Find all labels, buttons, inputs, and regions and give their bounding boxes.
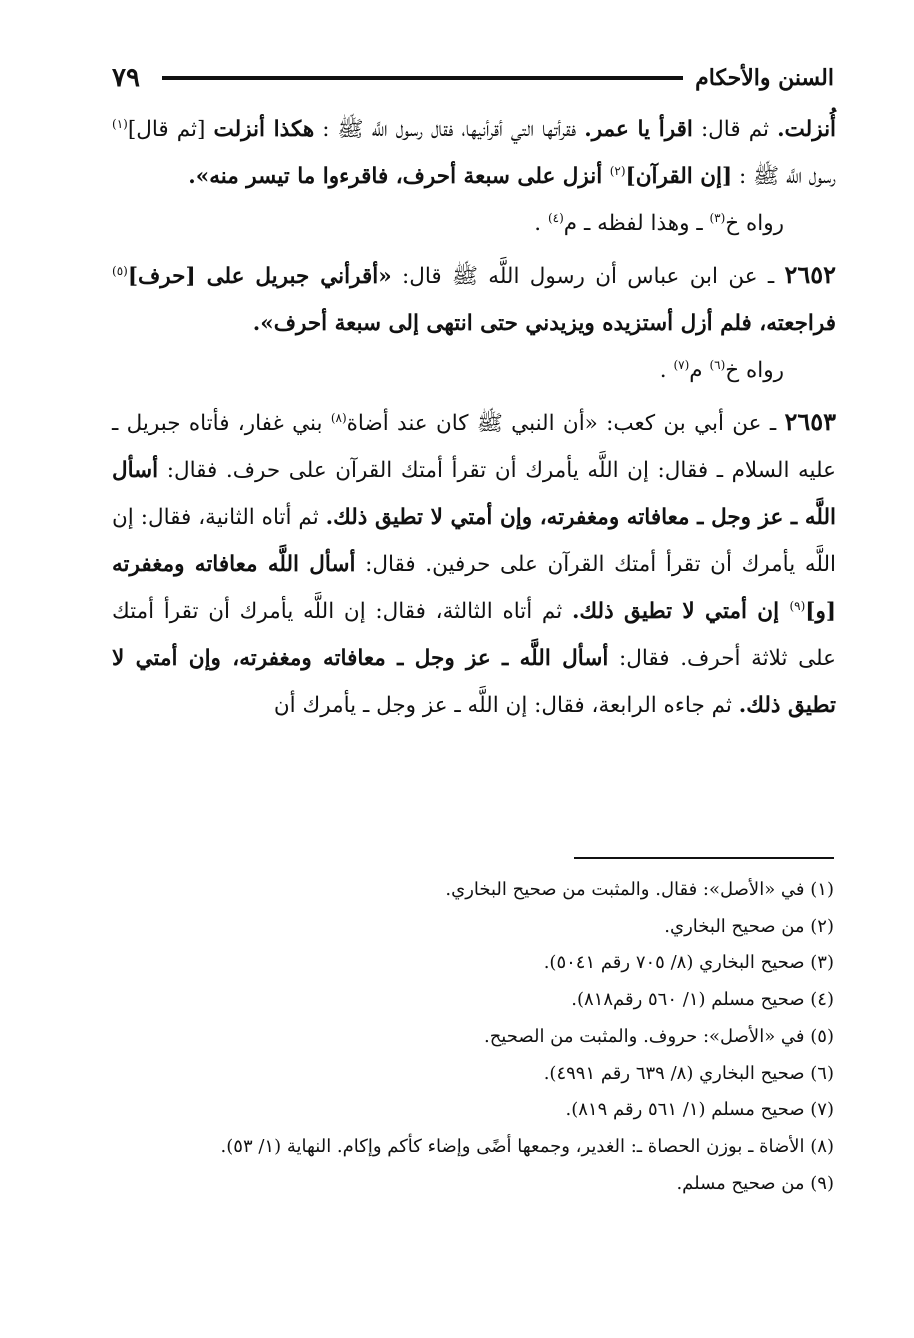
footnote: (٣) صحيح البخاري (٨/ ٧٠٥ رقم ٥٠٤١).: [543, 952, 834, 974]
text-span: أسأل اللَّه معافاته ومغفرته [و]: [112, 552, 836, 624]
text-span: أُنزلت.: [777, 117, 837, 142]
text-span: ثم أتاه الثانية، فقال: إن اللَّه يأمرك أن تقرأ أمتك القرآن على حرفين. فقال:: [112, 505, 836, 577]
footnote: (٩) من صحيح مسلم.: [676, 1172, 834, 1194]
text-span: أسأل اللَّه ـ عز وجل ـ معافاته ومغفرته، وإن أمتي لا تطيق ذلك.: [112, 458, 836, 530]
page-number: ٧٩: [112, 63, 140, 93]
footnote: (٢) من صحيح البخاري.: [664, 915, 834, 937]
footnote-ref: (٧): [673, 357, 690, 372]
text-span: .: [534, 211, 548, 236]
hadith-continuation: [112, 106, 836, 200]
text-span: ـ وهذا لفظه ـ م: [563, 211, 710, 236]
footnote-ref: (٤): [547, 210, 564, 225]
footnote: (٦) صحيح البخاري (٨/ ٦٣٩ رقم ٤٩٩١).: [543, 1062, 834, 1084]
text-span: رواه خ: [725, 358, 784, 383]
footnote-ref: (٢): [609, 163, 626, 178]
header-rule: [162, 76, 683, 80]
text-span: .: [659, 358, 674, 383]
text-span: رواه خ: [725, 211, 784, 236]
text-span: اقرأ يا عمر.: [584, 117, 693, 142]
footnote-ref: (٣): [709, 210, 726, 225]
footnote: (٤) صحيح مسلم (١/ ٥٦٠ رقم٨١٨).: [571, 989, 834, 1011]
text-span: إن أمتي لا تطيق ذلك.: [571, 599, 790, 624]
text-span: أسأل اللَّه ـ عز وجل ـ معافاته ومغفرته، وإن أمتي لا تطيق ذلك.: [112, 646, 836, 718]
footnote-ref: (٥): [112, 263, 128, 278]
text-span: ـ عن أبي بن كعب: «أن النبي ﷺ كان عند أضاة: [346, 411, 785, 436]
text-span: [إن القرآن]: [625, 164, 733, 189]
hadith-2653: [112, 398, 836, 729]
main-text: [112, 106, 836, 729]
narration-source: [112, 347, 836, 394]
narration-source: [112, 200, 836, 247]
hadith-number: ٢٦٥٢: [784, 260, 836, 289]
text-span: رسول اللَّه ﷺ :: [732, 164, 836, 189]
footnote-ref: (٦): [709, 357, 726, 372]
text-span: فقرأتها التي أقرأنيها، فقال رسول اللَّه ﷺ :: [314, 117, 585, 142]
text-span: [ثم قال]: [127, 117, 214, 142]
footnote: (٧) صحيح مسلم (١/ ٥٦١ رقم ٨١٩).: [565, 1099, 834, 1121]
footnote-ref: (١): [112, 116, 128, 131]
footnote: (٥) في «الأصل»: حروف. والمثبت من الصحيح.: [483, 1025, 834, 1047]
footnote-ref: (٨): [330, 410, 347, 425]
text-span: ـ عن ابن عباس أن رسول اللَّه ﷺ قال:: [391, 264, 785, 289]
text-span: هكذا أنزلت: [213, 117, 315, 142]
text-span: ثم أتاه الثالثة، فقال: إن اللَّه يأمرك أن تقرأ أمتك على ثلاثة أحرف. فقال:: [112, 599, 836, 671]
footnote: (٨) الأضاة ـ بوزن الحصاة ـ: الغدير، وجمعها أضًى وإضاء كأكم وإكام. النهاية (١/ ٥٣).: [220, 1135, 834, 1157]
text-span: ثم جاءه الرابعة، فقال: إن اللَّه ـ عز وجل ـ يأمرك أن: [273, 693, 739, 718]
footnotes: [112, 872, 834, 1202]
text-span: فراجعته، فلم أزل أستزيده ويزيدني حتى انتهى إلى سبعة أحرف».: [252, 311, 836, 336]
footnote-separator: [574, 857, 834, 859]
text-span: ثم قال:: [692, 117, 778, 142]
hadith-2652: [112, 251, 836, 347]
text-span: «أقرأني جبريل على [حرف]: [127, 264, 392, 289]
running-title: السنن والأحكام: [695, 65, 834, 91]
text-span: م: [689, 358, 710, 383]
footnote: (١) في «الأصل»: فقال. والمثبت من صحيح البخاري.: [445, 879, 834, 900]
hadith-number: ٢٦٥٣: [784, 407, 836, 436]
page-header: [112, 58, 834, 98]
text-span: أنزل على سبعة أحرف، فاقرءوا ما تيسر منه».: [188, 164, 610, 189]
text-span: بني غفار، فأتاه جبريل ـ عليه السلام ـ فقال: إن اللَّه يأمرك أن تقرأ أمتك القرآن على حرف. فقال:: [112, 411, 836, 483]
footnote-ref: (٩): [789, 598, 806, 613]
